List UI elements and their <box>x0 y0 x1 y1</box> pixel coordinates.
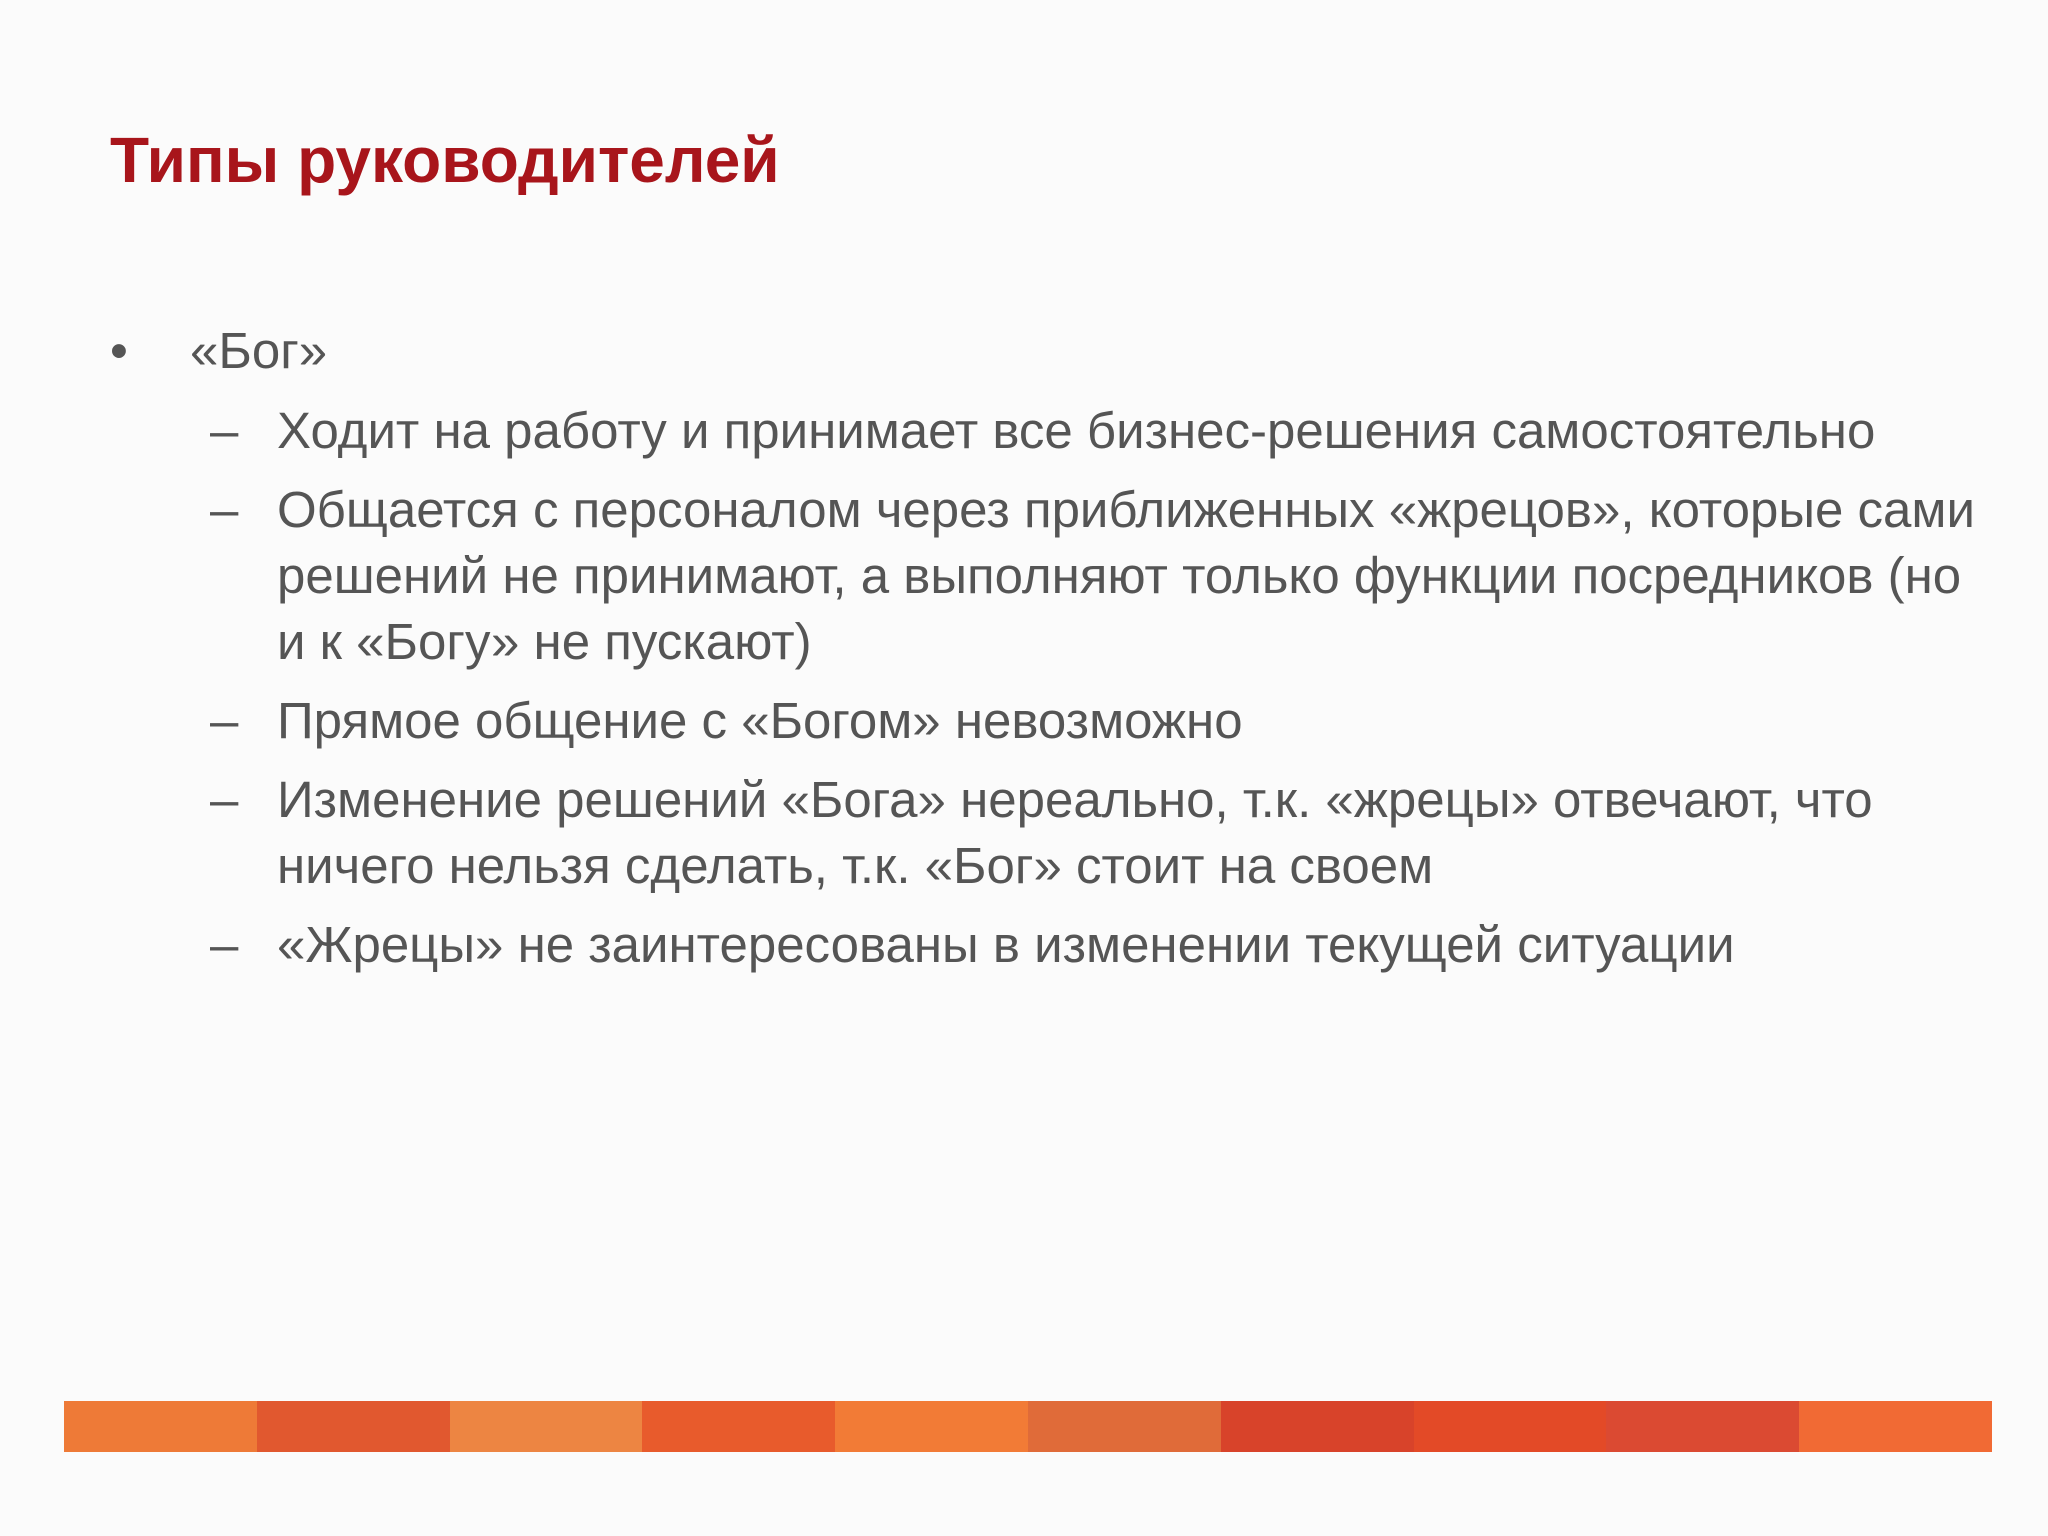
bullet-list <box>110 318 1990 991</box>
band-segment <box>1799 1401 1992 1452</box>
sub-bullet-marker: – <box>210 481 239 538</box>
band-segment <box>1606 1401 1799 1452</box>
band-segment <box>835 1401 1028 1452</box>
sub-bullet-item <box>110 688 1990 754</box>
band-segment <box>450 1401 643 1452</box>
sub-bullet-marker: – <box>210 692 239 749</box>
slide-title: Типы руководителей <box>110 124 780 196</box>
band-segment <box>257 1401 450 1452</box>
sub-bullet-text: Изменение решений «Бога» нереально, т.к. «жрецы» отвечают, что ничего нельзя сделать, т.к. «Бог» стоит на своем <box>277 771 1873 894</box>
sub-bullet-marker: – <box>210 402 239 459</box>
sub-bullet-item <box>110 767 1990 899</box>
bullet-marker: • <box>110 322 128 379</box>
sub-bullet-text: Ходит на работу и принимает все бизнес-решения самостоятельно <box>277 402 1876 459</box>
sub-bullet-text: Общается с персоналом через приближенных «жрецов», которые сами решений не принимают, а выполняют только функции посредников (но и к «Богу» не пускают) <box>277 481 1975 670</box>
sub-bullet-list <box>110 398 1990 978</box>
sub-bullet-marker: – <box>210 916 239 973</box>
sub-bullet-item <box>110 477 1990 675</box>
sub-bullet-text: «Жрецы» не заинтересованы в изменении текущей ситуации <box>277 916 1735 973</box>
sub-bullet-marker: – <box>210 771 239 828</box>
band-segment <box>1028 1401 1221 1452</box>
bullet-item-label: «Бог» <box>190 322 328 379</box>
sub-bullet-item <box>110 912 1990 978</box>
band-segment <box>642 1401 835 1452</box>
sub-bullet-item <box>110 398 1990 464</box>
band-segment <box>1221 1401 1414 1452</box>
bullet-item <box>110 318 1990 384</box>
sub-bullet-text: Прямое общение с «Богом» невозможно <box>277 692 1243 749</box>
band-segment <box>1414 1401 1607 1452</box>
footer-decorative-band <box>64 1401 1992 1452</box>
band-segment <box>64 1401 257 1452</box>
